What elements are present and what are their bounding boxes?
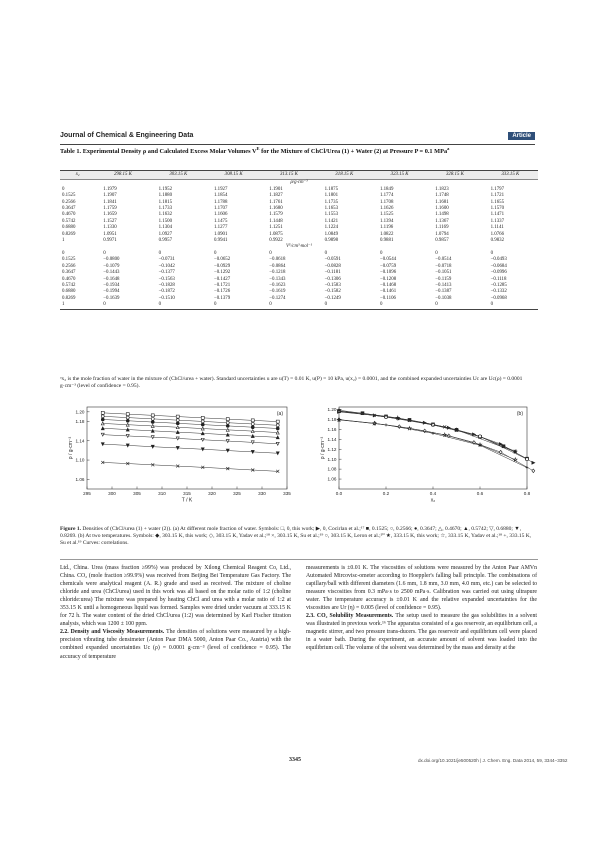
table-cell: 1.1801 [324,193,339,199]
figure-1 [60,405,538,503]
table-cell: −0.1994 [103,289,120,295]
table-cell: −0.0800 [103,257,120,263]
table-cell: −0.1619 [269,289,286,295]
table-caption-sup: E [256,145,260,151]
table-cell: −0.1285 [490,282,507,288]
table-cell: 1.1500 [158,218,173,224]
panel-label: (b) [516,411,523,417]
body-paragraph [60,628,291,660]
table-cell: −0.1721 [213,282,231,288]
section-heading: 2.3. CO₂ Solubility Measurements. [306,613,394,620]
table-cell: −0.1332 [490,289,507,295]
table-cell: 1.1875 [324,186,339,192]
table-cell: −0.1038 [435,295,452,301]
table-cell: 0 [372,302,427,309]
table-cell: 0 [158,250,162,256]
y-axis-label: ρ / g·cm⁻³ [320,436,326,460]
table-cell: −0.1249 [324,295,341,301]
table-cell: 0.5742 [62,282,76,288]
data-point-marker [385,415,388,418]
y-tick-label: 1.08 [327,466,337,472]
data-point-marker [276,420,279,423]
table-caption-note-mark: a [447,145,450,151]
table-cell: 0.4670 [62,212,76,218]
data-point-marker [101,415,104,418]
table-footnote: ᵃx₂ is the mole fraction of water in the mixture of (ChCl/urea + water). Standard uncertainties u are u(T) = 0.01 K, u(P) = 10 kPa, u(x₂) = 0.0001, and the combined expanded uncertainties Uc are Uc(ρ) = 0.0001 g·cm⁻³ (level of confidence = 0.95). [60,376,523,389]
data-point-marker [532,469,535,473]
table-cell: −0.1096 [379,270,397,276]
table-cell: 0 [62,250,65,256]
y-tick-label: 1.20 [327,407,337,413]
table-cell: 1.1475 [213,218,228,224]
data-point-marker [176,422,179,425]
table-cell: −0.1443 [103,270,120,276]
table-cell: 0.5742 [62,218,76,224]
figure-caption-text: Densities of (ChCl/urea (1) + water (2)). (a) At different mole fraction of water. Symbols: □, 0, this work; ▶, 0, Cocirlan et al.;¹⁷ ■, 0.1525; ○, 0.2566; ●, 0.3647; △, 0.4670; ▲, 0.5742; ▽, 0.6880; ▼, 0.8269. (b) At two temperatures. Symbols: ◆, 303.15 K, this work; ◇, 303.15 K, Yadav et al.;¹⁸ ×, 303.15 K, Su et al.;¹⁹ ○, 303.15 K, Leron et al.;²⁰ ★, 333.15 K, this work; ☆, 333.15 K, Yadav et al.;¹⁸ +, 333.15 K, Su et al.¹⁹ Curves: correlations. [60,526,532,546]
data-point-marker [101,411,104,414]
data-point-marker [126,416,129,419]
table-cell: 1.1251 [269,225,283,231]
table-cell: −0.1181 [324,270,341,276]
body-column-left [60,564,291,661]
x-tick-label: 295 [83,491,91,496]
table-caption-text: Table 1. Experimental Density ρ and Calculated Excess Molar Volumes V [60,148,257,155]
table-cell: −0.0828 [324,263,341,269]
table-cell: 0 [435,250,438,256]
figure-rule [60,559,538,560]
table-cell: 1.1901 [269,186,283,192]
table-cell: 0.3647 [62,206,76,212]
table-cell: −0.0514 [435,257,452,263]
table-cell: 0.9941 [213,238,228,244]
table-cell: 1.1367 [435,218,449,224]
table-cell: −0.1726 [213,289,231,295]
table-cell: −0.1292 [213,270,231,276]
data-point-marker [479,435,482,438]
table-cell: −0.1510 [158,295,175,301]
table-cell: 0 [151,302,206,309]
table-cell: 1.1979 [103,186,117,192]
table-cell: 1.1797 [490,186,505,192]
table-cell: 0.9922 [269,238,283,244]
table-cell: 1.1907 [103,193,117,199]
table-cell: 1.1337 [490,218,505,224]
table-cell: 1.1774 [379,193,394,199]
table-cell: 1.1708 [379,199,394,205]
data-point-marker [276,427,279,430]
table-cell: 1.0901 [213,231,228,237]
table-cell: −0.0493 [490,257,507,263]
x-tick-label: 0.2 [382,491,390,496]
col-header-temperature: 313.15 K [261,171,316,180]
table-cell: −0.1218 [269,270,286,276]
data-point-marker [526,458,529,461]
table-cell: 1.1827 [269,193,283,199]
table-cell: 1.1600 [435,206,449,212]
table-cell: 1.1681 [435,199,449,205]
y-tick-label: 1.16 [327,426,337,432]
table-cell: −0.1106 [379,295,396,301]
table-cell: 1.1788 [213,199,228,205]
y-tick-label: 1.18 [75,419,85,425]
y-tick-label: 1.14 [327,436,337,442]
table-cell: −0.1934 [103,282,120,288]
table-cell: 1.1707 [213,206,228,212]
article-badge: Article [508,132,535,140]
table-cell: −0.0652 [213,257,231,263]
table-cell: 1.0822 [379,231,394,237]
table-cell: 1.1659 [103,212,117,218]
table-cell: 1.1680 [269,206,283,212]
data-point-marker [276,424,279,427]
table-cell: 1.0794 [435,231,449,237]
col-header-temperature: 303.15 K [151,171,206,180]
body-paragraph: Ltd., China. Urea (mass fraction ≥99%) was produced by Xilong Chemical Reagent Co, Ltd., China. CO₂ (mole fraction ≥99.9%) was received from Beijing Bei Temperature Gas Factory. The chemicals were analytical reagent (A. R.) grade and used as received. The mixture of choline chloride and urea (ChCl/urea) used in this work was all based on the molar ratio of 1:2 (choline chloride:urea) The mixture was prepared by heating ChCl and urea with a molar ratio of 1:2 at 353.15 K until a homogeneous liquid was formed. Samples were dried under vacuum at 333.15 K for 72 h. The water content of the dried ChCl/urea (1:2) was determined by Karl Fischer titration analysis, which was 1200 ± 100 ppm. [60,565,291,628]
table-cell: −0.0731 [158,257,175,263]
table-cell: 0.9881 [379,238,394,244]
x-tick-label: 0.4 [429,491,437,496]
body-paragraph: measurements is ±0.01 K. The viscosities of solutions were measured by the Anton Paar AMVn Automated Mircovisc-ometer according to Hoeppler's falling ball principle. The combinations of capillary/ball with different diameters (1.6 mm, 1.8 mm, 3.0 mm, 4.0 mm, etc.) can be selected to measure viscosities from 0.3 mPa·s to 2500 mPa·s. Calibration was carried out using ultrapure water. The temperature accuracy is ±0.01 K and the relative expanded uncertainties for the viscosities are Ur (η) = 0.005 (level of confidence = 0.95). [306,565,537,612]
table-cell: 0.9832 [490,238,505,244]
table-cell: −0.0968 [490,295,507,301]
table-cell: 1.1653 [324,206,339,212]
table-cell: −0.1379 [213,295,231,301]
table-cell: 1 [62,238,65,244]
table-cell: 0 [324,250,328,256]
data-point-marker [176,419,179,422]
table-cell: 0 [317,302,372,309]
col-header-temperature: 333.15 K [483,171,538,180]
table-cell: −0.0929 [213,263,231,269]
page-header [60,132,535,144]
table-cell: 1.1815 [158,199,173,205]
x-tick-label: 335 [283,491,291,496]
data-point-marker [151,414,154,417]
table-cell: −0.0591 [324,257,341,263]
table-caption-rest: for the Mixture of ChCl/Urea (1) + Water (2) at Pressure P = 0.1 MPa [259,148,448,155]
x-axis-label: T / K [181,497,193,503]
table-cell: −0.1872 [158,289,175,295]
table-cell: 1.1304 [158,225,173,231]
table-cell: −0.1159 [435,276,452,282]
table-cell: 1.1169 [435,225,449,231]
table-cell: 1.1606 [213,212,228,218]
data-point-marker [151,417,154,420]
table-cell: 0.2566 [62,199,76,205]
table-cell: 0.9971 [103,238,117,244]
col-header-temperature: 308.15 K [206,171,261,180]
plot-frame [87,407,287,489]
y-tick-label: 1.12 [327,446,337,452]
page-number: 3345 [289,757,301,763]
panel-a-chart [68,407,291,503]
table-cell: −0.0544 [379,257,397,263]
y-tick-label: 1.20 [75,409,85,415]
table-cell: 1.1421 [324,218,339,224]
data-point-marker [251,426,254,429]
x-tick-label: 0.8 [523,491,531,496]
table-cell: −0.0718 [435,263,452,269]
section-text: The setup used to measure the gas solubilities in a solvent was illustrated in previous work.¹⁶ The apparatus consisted of a gas reservoir, an equilibrium cell, a magnetic stirrer, and two pressure trans-ducers. The gas reservoir and equilibrium cell were placed in a water bath. During the experiment, an accurate amount of solvent was loaded into the equilibrium cell. The volume of the solvent was determined by the mass and density at the [306,613,537,652]
table-row [60,302,538,309]
table-cell: 0 [379,250,383,256]
table-cell: −0.1274 [269,295,286,301]
table-cell: 1.1553 [324,212,339,218]
table-cell: 1.1141 [490,225,504,231]
table-cell: 1.0951 [103,231,117,237]
table-cell: 1.1721 [490,193,505,199]
table-cell: 0 [483,302,538,309]
table-cell: 1.1841 [103,199,117,205]
x-tick-label: 300 [108,491,116,496]
table-cell: 1.1733 [158,206,173,212]
table-cell: −0.1387 [435,289,452,295]
table-cell: 1.1849 [379,186,394,192]
doi-footer: dx.doi.org/10.1021/je500520h | J. Chem. Eng. Data 2014, 59, 3344−3352 [418,758,568,763]
table-cell: 1.1394 [379,218,394,224]
table-cell: 1.1448 [269,218,283,224]
section-text: The densities of solutions were measured by a high-precision vibrating tube densimeter (Anton Paar DMA 5000, Anton Paar Co., Austria) with the combined expanded uncertainties Uc (ρ) = 0.0001 g·cm⁻³ (level of confidence = 0.95). The accuracy of temperature [60,629,291,660]
table-cell: −0.1343 [269,276,286,282]
col-header-temperature: 318.15 K [317,171,372,180]
data-point-marker [151,421,154,424]
table-cell: 0 [490,250,494,256]
table-cell: −0.0684 [490,263,507,269]
table-cell: 1.1277 [213,225,228,231]
table-cell: 1.1854 [213,193,228,199]
table-cell: −0.0996 [490,270,507,276]
table-cell: 0 [213,250,217,256]
table-cell: −0.1648 [103,276,120,282]
table-cell: −0.1051 [435,270,452,276]
x-tick-label: 305 [133,491,141,496]
table-cell: 0.8269 [62,231,76,237]
table-cell: −0.1563 [158,276,175,282]
table-cell: 1.1823 [435,186,449,192]
ve-unit-row-label: Vᴱ/cm³·mol⁻¹ [285,244,313,250]
body-column-right [306,564,537,653]
data-point-marker [226,424,229,427]
table-cell: −0.0864 [269,263,286,269]
table-cell: 0 [427,302,482,309]
table-cell: 1.0766 [490,231,505,237]
col-header-temperature: 328.15 K [427,171,482,180]
table-cell: −0.1427 [213,276,231,282]
x-tick-label: 320 [208,491,216,496]
table-cell: −0.1639 [103,295,120,301]
table-cell: 0.6880 [62,225,76,231]
table-caption [60,145,538,156]
journal-title: Journal of Chemical & Engineering Data [60,132,194,139]
density-unit-row [60,180,538,187]
table-cell: 1.1880 [158,193,173,199]
table-cell: 1.1527 [103,218,117,224]
table-cell: 1.1759 [103,206,117,212]
panel-b-chart [320,407,535,503]
table-cell: −0.1623 [269,282,286,288]
x-tick-label: 315 [183,491,191,496]
data-point-marker [126,413,129,416]
x-axis-label: x₂ [430,497,436,503]
table-cell: 0.9857 [435,238,449,244]
table-cell: 0 [103,250,106,256]
x-tick-label: 0.6 [476,491,484,496]
data-point-marker [101,418,104,421]
table-cell: 1.1224 [324,225,339,231]
body-paragraph [306,612,537,652]
col-header-x2: x₂ [60,171,95,180]
data-point-marker [226,418,229,421]
table-cell: 1.1761 [269,199,283,205]
table-cell: −0.1079 [103,263,120,269]
y-tick-label: 1.10 [75,457,85,463]
table-cell: 1.1330 [103,225,117,231]
x-tick-label: 310 [158,491,166,496]
table-cell: 0 [269,250,272,256]
table-cell: 0 [62,186,65,192]
data-point-marker [176,415,179,418]
table-cell: 0.8269 [62,295,76,301]
section-heading: 2.2. Density and Viscosity Measurements. [60,629,165,636]
table-cell: 1.1927 [213,186,228,192]
data-point-marker [226,421,229,424]
table-cell: −0.1118 [490,276,507,282]
plot-frame [339,407,527,489]
data-point-marker [532,461,535,464]
y-tick-label: 1.18 [327,417,337,423]
col-header-temperature: 323.15 K [372,171,427,180]
table-cell: −0.1582 [324,289,341,295]
table-cell: −0.1306 [324,276,341,282]
y-tick-label: 1.10 [327,456,337,462]
table-cell: 1.1525 [379,212,394,218]
x-tick-label: 325 [233,491,241,496]
y-tick-label: 1.06 [75,476,85,482]
table-cell: −0.1042 [158,263,175,269]
table-cell: 0.3647 [62,270,76,276]
table-cell: 0.1525 [62,257,76,263]
x-tick-label: 0.0 [335,491,343,496]
data-point-marker [251,422,254,425]
panel-label: (a) [276,411,283,417]
table-cell: −0.1828 [158,282,175,288]
table-cell: 0 [261,302,316,309]
table-cell: 1.1196 [379,225,394,231]
x-tick-label: 330 [258,491,266,496]
table-cell: 1.1748 [435,193,449,199]
table-cell: 1.0849 [324,231,339,237]
density-unit-row-label: ρ/g·cm⁻³ [290,180,308,186]
table-cell: 1.1579 [269,212,283,218]
table-header-row [60,171,538,180]
table-cell: 1.1626 [379,206,394,212]
header-rule [60,144,535,145]
figure-caption [60,526,538,547]
col-header-temperature: 298.15 K [95,171,150,180]
table-cell: 1.1735 [324,199,339,205]
table-cell: −0.1377 [158,270,175,276]
table-cell: 1.1952 [158,186,173,192]
data-table [60,170,538,310]
table-cell: −0.1413 [435,282,452,288]
table-cell: 1.1471 [490,212,505,218]
figure-caption-label: Figure 1. [60,526,81,532]
table-cell: 1.1498 [435,212,449,218]
table-cell: 0.9957 [158,238,173,244]
table-cell: 0 [95,302,150,309]
data-point-marker [126,419,129,422]
table-cell: 0.6880 [62,289,76,295]
table-cell: 0.2566 [62,263,76,269]
table-cell: −0.0618 [269,257,286,263]
table-cell: 1.1570 [490,206,505,212]
table-cell: −0.1461 [379,289,397,295]
data-point-marker [201,420,204,423]
table-body [60,180,538,309]
table-cell: −0.0759 [379,263,397,269]
table-cell: 0.9898 [324,238,339,244]
data-point-marker [201,416,204,419]
table-cell: −0.1583 [324,282,341,288]
table-cell: 1.0875 [269,231,283,237]
y-axis-label: ρ / g·cm⁻³ [68,436,74,460]
table-cell: 1.1632 [158,212,173,218]
data-point-marker [251,419,254,422]
table-cell: 1.0927 [158,231,173,237]
y-tick-label: 1.14 [75,438,85,444]
table-cell: 1 [60,302,95,309]
table-cell: 0 [206,302,261,309]
table-cell: −0.1208 [379,276,397,282]
table-cell: −0.1468 [379,282,397,288]
table-cell: 1.1655 [490,199,505,205]
data-point-marker [201,423,204,426]
table-cell: 0.4670 [62,276,76,282]
table-cell: 0.1525 [62,193,76,199]
y-tick-label: 1.06 [327,476,337,482]
